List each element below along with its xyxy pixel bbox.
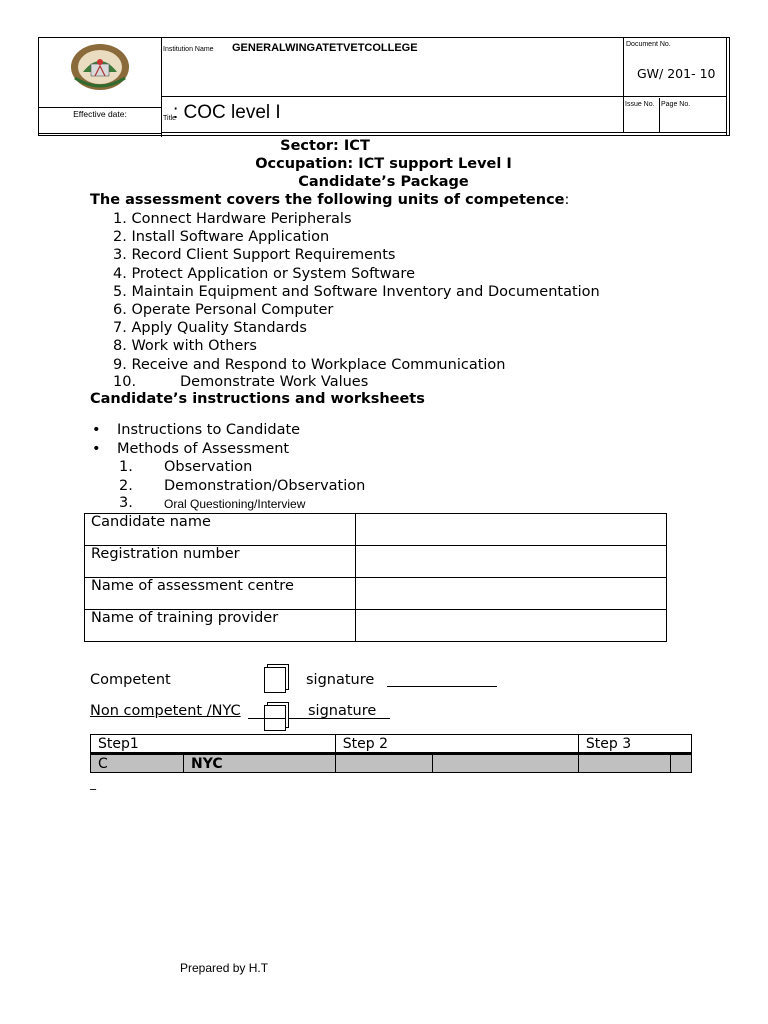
document-no: GW/ 201- 10 — [637, 66, 716, 81]
table-cell-label: Registration number — [85, 546, 356, 578]
method-text: Oral Questioning/Interview — [164, 497, 306, 511]
divider — [726, 38, 727, 135]
title-label: Title — [163, 115, 176, 122]
step2-header: Step 2 — [335, 735, 578, 754]
table-cell-label: Name of assessment centre — [85, 578, 356, 610]
table-cell-value[interactable] — [356, 610, 667, 642]
units-intro — [90, 192, 569, 208]
units-list — [113, 210, 600, 374]
table-row — [85, 546, 667, 578]
steps-table — [90, 734, 692, 773]
units-intro-colon: : — [564, 192, 570, 208]
bullet-icon: • — [92, 422, 101, 438]
divider — [161, 96, 727, 97]
method-text: Observation — [164, 459, 253, 475]
bullet-item: Instructions to Candidate — [117, 422, 301, 438]
institution-name: GENERALWINGATETVETCOLLEGE — [232, 42, 418, 54]
step3-header: Step 3 — [578, 735, 691, 754]
list-item: 1. Connect Hardware Peripherals — [113, 211, 352, 227]
list-item: 6. Operate Personal Computer — [113, 302, 334, 319]
divider — [161, 132, 727, 133]
step2-c-cell[interactable] — [335, 754, 432, 773]
candidate-info-table — [84, 513, 667, 642]
package-heading: Candidate’s Package — [298, 174, 469, 190]
units-intro-text: The assessment covers the following units of competence — [90, 192, 565, 208]
list-item: 2. Install Software Application — [113, 229, 330, 246]
list-item-10-text: Demonstrate Work Values — [180, 374, 369, 390]
effective-date-label: Effective date: — [73, 109, 127, 119]
divider — [39, 107, 162, 108]
list-item: 9. Receive and Respond to Workplace Communication — [113, 356, 506, 373]
issue-no-label: Issue No. — [625, 101, 655, 108]
method-number: 2. — [119, 478, 133, 494]
sector-heading: Sector: ICT — [280, 138, 370, 154]
table-row — [85, 514, 667, 546]
list-item: 7. Apply Quality Standards — [113, 320, 307, 337]
table-cell-label: Candidate name — [85, 514, 356, 546]
competent-label: Competent — [90, 672, 171, 688]
list-item: 4. Protect Application or System Software — [113, 265, 415, 282]
occupation-heading: Occupation: ICT support Level I — [255, 156, 512, 172]
table-cell-value[interactable] — [356, 546, 667, 578]
document-no-label: Document No. — [626, 41, 671, 48]
list-item: 5. Maintain Equipment and Software Inventory and Documentation — [113, 283, 600, 300]
step2-nyc-cell[interactable] — [432, 754, 578, 773]
instructions-heading: Candidate’s instructions and worksheets — [90, 391, 425, 407]
bullet-icon: • — [92, 441, 101, 457]
bullet-item: Methods of Assessment — [117, 441, 290, 457]
document-title: : COC level I — [173, 102, 281, 123]
signature-line[interactable] — [387, 686, 497, 687]
divider — [39, 133, 162, 134]
divider — [659, 98, 660, 132]
list-item: 8. Work with Others — [113, 338, 257, 355]
step1-nyc-cell[interactable]: NYC — [184, 754, 336, 773]
institution-label: Institution Name — [163, 46, 214, 53]
divider — [623, 38, 624, 133]
college-logo-icon — [69, 42, 131, 92]
divider — [161, 38, 162, 137]
footer-prepared-by: Prepared by H.T — [180, 961, 269, 975]
table-cell-label: Name of training provider — [85, 610, 356, 642]
page-no-label: Page No. — [661, 101, 691, 108]
table-row — [91, 735, 692, 754]
table-row — [91, 754, 692, 773]
table-row — [85, 578, 667, 610]
table-row — [85, 610, 667, 642]
list-item-10-number: 10. — [113, 374, 137, 390]
method-text: Demonstration/Observation — [164, 478, 366, 494]
non-competent-label: Non competent /NYC — [90, 703, 241, 719]
step3-nyc-cell[interactable] — [670, 754, 691, 773]
method-number: 3. — [119, 495, 133, 511]
document-header — [38, 37, 730, 136]
method-number: 1. — [119, 459, 133, 475]
signature-label: signature — [306, 672, 375, 688]
table-cell-value[interactable] — [356, 578, 667, 610]
signature-label: signature — [308, 703, 377, 719]
step1-header: Step1 — [91, 735, 336, 754]
table-cell-value[interactable] — [356, 514, 667, 546]
step1-c-cell[interactable]: C — [91, 754, 184, 773]
competent-checkbox[interactable] — [264, 667, 286, 693]
nyc-checkbox[interactable] — [264, 705, 286, 731]
dash-mark: _ — [90, 776, 96, 790]
step3-c-cell[interactable] — [578, 754, 670, 773]
list-item: 3. Record Client Support Requirements — [113, 247, 396, 264]
